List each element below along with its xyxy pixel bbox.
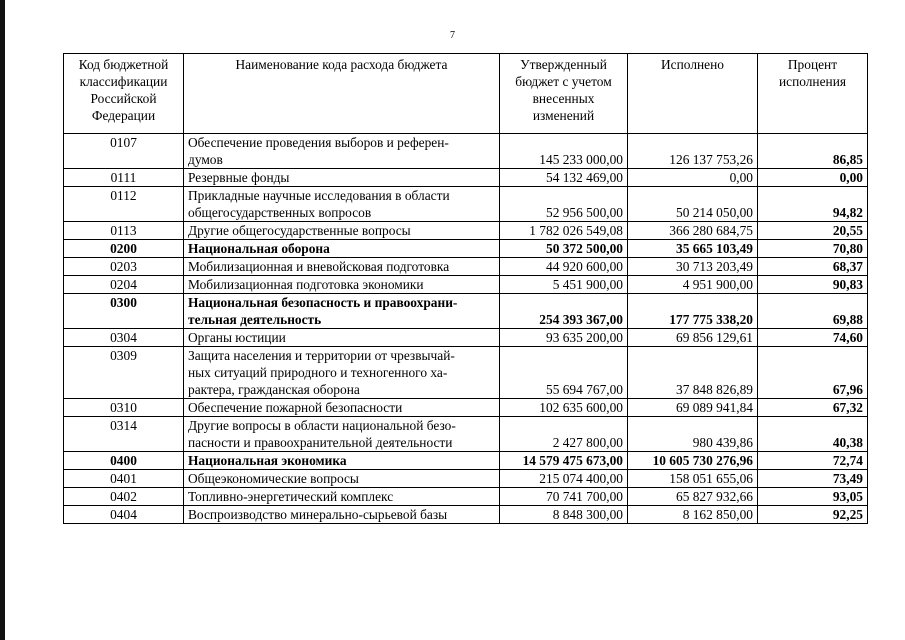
row-percent: 92,25	[758, 506, 868, 524]
table-row	[64, 240, 868, 258]
row-approved: 70 741 700,00	[500, 488, 628, 506]
row-code: 0304	[64, 329, 184, 347]
row-code: 0309	[64, 347, 184, 399]
row-approved: 54 132 469,00	[500, 169, 628, 187]
row-name: Общеэкономические вопросы	[184, 470, 500, 488]
row-approved: 254 393 367,00	[500, 294, 628, 329]
row-name: Мобилизационная и вневойсковая подготовка	[184, 258, 500, 276]
row-executed: 8 162 850,00	[628, 506, 758, 524]
row-name: Обеспечение пожарной безопасности	[184, 399, 500, 417]
row-approved: 2 427 800,00	[500, 417, 628, 452]
col-header-approved: Утвержденный бюджет с учетом внесенных изменений	[500, 54, 628, 134]
row-approved: 215 074 400,00	[500, 470, 628, 488]
row-code: 0314	[64, 417, 184, 452]
col-header-executed: Исполнено	[628, 54, 758, 134]
table-row	[64, 347, 868, 399]
row-executed: 50 214 050,00	[628, 187, 758, 222]
row-executed: 35 665 103,49	[628, 240, 758, 258]
col-header-code: Код бюджетной классификации Российской Федерации	[64, 54, 184, 134]
row-approved: 8 848 300,00	[500, 506, 628, 524]
row-percent: 70,80	[758, 240, 868, 258]
table-row	[64, 470, 868, 488]
row-percent: 20,55	[758, 222, 868, 240]
row-approved: 1 782 026 549,08	[500, 222, 628, 240]
row-executed: 126 137 753,26	[628, 134, 758, 169]
row-executed: 980 439,86	[628, 417, 758, 452]
table-row	[64, 169, 868, 187]
row-code: 0113	[64, 222, 184, 240]
row-name: Резервные фонды	[184, 169, 500, 187]
row-code: 0310	[64, 399, 184, 417]
row-code: 0204	[64, 276, 184, 294]
row-executed: 0,00	[628, 169, 758, 187]
row-percent: 69,88	[758, 294, 868, 329]
row-percent: 74,60	[758, 329, 868, 347]
table-row	[64, 506, 868, 524]
row-name: Обеспечение проведения выборов и референ- думов	[184, 134, 500, 169]
table-row	[64, 187, 868, 222]
budget-table	[63, 53, 868, 524]
row-code: 0300	[64, 294, 184, 329]
table-row	[64, 222, 868, 240]
row-percent: 68,37	[758, 258, 868, 276]
row-percent: 67,32	[758, 399, 868, 417]
row-executed: 65 827 932,66	[628, 488, 758, 506]
page-number: 7	[450, 30, 455, 41]
row-code: 0111	[64, 169, 184, 187]
row-approved: 145 233 000,00	[500, 134, 628, 169]
row-percent: 72,74	[758, 452, 868, 470]
row-code: 0401	[64, 470, 184, 488]
row-approved: 14 579 475 673,00	[500, 452, 628, 470]
table-row	[64, 488, 868, 506]
col-header-name: Наименование кода расхода бюджета	[184, 54, 500, 134]
row-percent: 94,82	[758, 187, 868, 222]
row-name: Мобилизационная подготовка экономики	[184, 276, 500, 294]
row-percent: 93,05	[758, 488, 868, 506]
row-executed: 158 051 655,06	[628, 470, 758, 488]
row-percent: 86,85	[758, 134, 868, 169]
col-header-percent: Процент исполнения	[758, 54, 868, 134]
table-row	[64, 329, 868, 347]
row-percent: 67,96	[758, 347, 868, 399]
header-row	[64, 54, 868, 134]
row-code: 0200	[64, 240, 184, 258]
row-name: Национальная оборона	[184, 240, 500, 258]
row-name: Органы юстиции	[184, 329, 500, 347]
row-code: 0404	[64, 506, 184, 524]
row-percent: 73,49	[758, 470, 868, 488]
row-code: 0203	[64, 258, 184, 276]
table-row	[64, 294, 868, 329]
row-percent: 90,83	[758, 276, 868, 294]
row-executed: 69 089 941,84	[628, 399, 758, 417]
row-name: Защита населения и территории от чрезвычай- ных ситуаций природного и техногенного ха- рактера, гражданская оборона	[184, 347, 500, 399]
table-row	[64, 276, 868, 294]
row-name: Воспроизводство минерально-сырьевой базы	[184, 506, 500, 524]
row-name: Топливно-энергетический комплекс	[184, 488, 500, 506]
row-executed: 177 775 338,20	[628, 294, 758, 329]
row-name: Национальная безопасность и правоохрани- тельная деятельность	[184, 294, 500, 329]
row-code: 0400	[64, 452, 184, 470]
row-code: 0107	[64, 134, 184, 169]
table-row	[64, 417, 868, 452]
row-name: Другие общегосударственные вопросы	[184, 222, 500, 240]
table-row	[64, 452, 868, 470]
row-code: 0112	[64, 187, 184, 222]
row-approved: 5 451 900,00	[500, 276, 628, 294]
row-percent: 40,38	[758, 417, 868, 452]
table-row	[64, 399, 868, 417]
row-approved: 55 694 767,00	[500, 347, 628, 399]
row-executed: 37 848 826,89	[628, 347, 758, 399]
row-code: 0402	[64, 488, 184, 506]
row-executed: 366 280 684,75	[628, 222, 758, 240]
row-executed: 4 951 900,00	[628, 276, 758, 294]
row-name: Прикладные научные исследования в области общегосударственных вопросов	[184, 187, 500, 222]
row-approved: 50 372 500,00	[500, 240, 628, 258]
row-name: Национальная экономика	[184, 452, 500, 470]
row-percent: 0,00	[758, 169, 868, 187]
row-executed: 69 856 129,61	[628, 329, 758, 347]
table-row	[64, 258, 868, 276]
row-approved: 93 635 200,00	[500, 329, 628, 347]
table-row	[64, 134, 868, 169]
row-approved: 44 920 600,00	[500, 258, 628, 276]
scan-edge	[0, 0, 5, 640]
row-name: Другие вопросы в области национальной безо- пасности и правоохранительной деятельности	[184, 417, 500, 452]
row-approved: 102 635 600,00	[500, 399, 628, 417]
row-executed: 10 605 730 276,96	[628, 452, 758, 470]
row-approved: 52 956 500,00	[500, 187, 628, 222]
row-executed: 30 713 203,49	[628, 258, 758, 276]
